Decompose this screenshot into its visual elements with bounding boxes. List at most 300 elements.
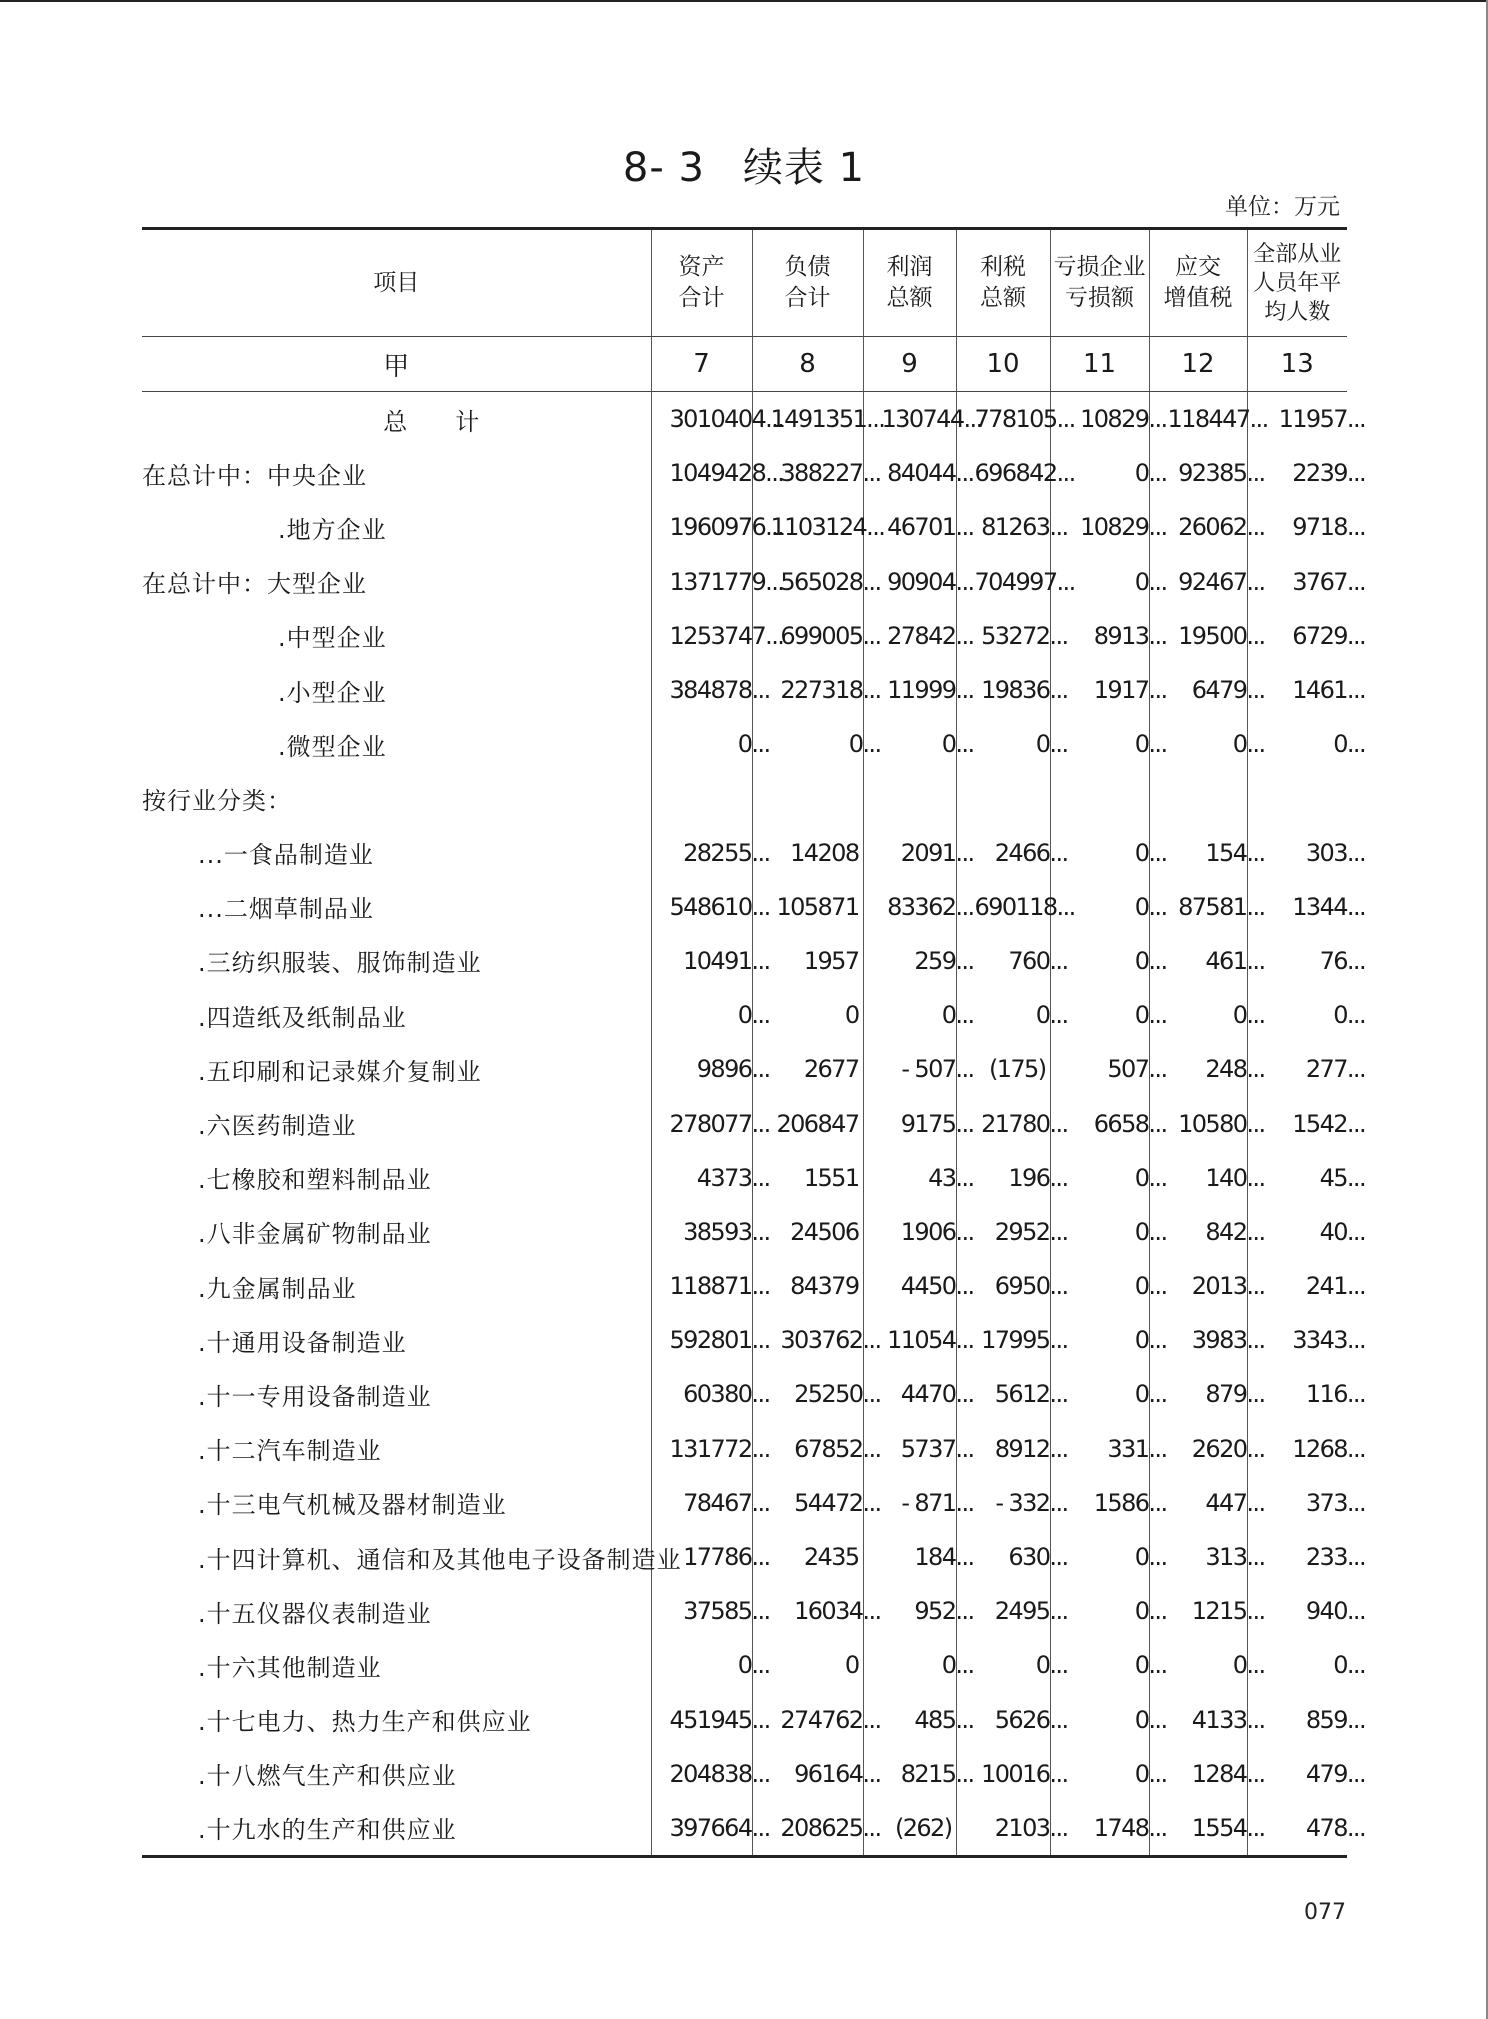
row-label-cell	[142, 1096, 651, 1150]
column-header-line: 均人数	[1264, 299, 1331, 325]
column-index: 8	[752, 337, 863, 392]
cell-value: 10491...	[683, 946, 770, 975]
value-cell	[863, 1693, 974, 1747]
value-cell	[863, 609, 974, 663]
cell-value: 17786...	[683, 1543, 770, 1572]
table-row	[142, 717, 1347, 771]
cell-value: 4133...	[1191, 1705, 1265, 1734]
row-label: .十六其他制造业	[198, 1653, 382, 1682]
table-title	[0, 136, 1488, 193]
cell-value: 0...	[941, 730, 974, 759]
cell-value: 1103124...	[770, 513, 885, 542]
cell-value: 704997...	[974, 567, 1075, 596]
row-label-cell	[142, 1367, 651, 1421]
row-label: .小型企业	[278, 678, 387, 707]
value-cell	[1050, 1259, 1167, 1313]
value-cell	[752, 1584, 881, 1638]
cell-value: 227318...	[780, 676, 881, 705]
table-row	[142, 1259, 1347, 1313]
value-cell	[651, 1638, 770, 1692]
cell-value: 9718...	[1292, 513, 1365, 542]
value-cell	[651, 1313, 770, 1367]
column-header-line: 亏损企业	[1053, 254, 1146, 280]
value-cell	[752, 1313, 881, 1367]
value-cell	[752, 609, 881, 663]
cell-value: 8913...	[1093, 621, 1167, 650]
cell-value: 6729...	[1292, 621, 1365, 650]
value-cell	[651, 1151, 770, 1205]
value-cell	[752, 771, 863, 825]
column-header	[956, 229, 1050, 337]
row-label: .地方企业	[278, 515, 387, 544]
cell-value: 0...	[1134, 459, 1167, 488]
cell-value: 0...	[1134, 1651, 1167, 1680]
cell-value: 5737...	[900, 1434, 974, 1463]
value-cell	[1247, 1476, 1365, 1530]
cell-value: 204838...	[669, 1759, 770, 1788]
value-cell	[1247, 500, 1365, 554]
column-header-line: 亏损额	[1065, 285, 1134, 311]
cell-value: 4450...	[900, 1272, 974, 1301]
value-cell	[651, 1096, 770, 1150]
cell-value: 0...	[1134, 838, 1167, 867]
cell-value: 478...	[1305, 1813, 1365, 1842]
value-cell	[1050, 1096, 1167, 1150]
cell-value: 6658...	[1093, 1109, 1167, 1138]
value-cell	[1050, 1313, 1167, 1367]
value-cell	[1149, 1205, 1265, 1259]
cell-value: 140...	[1205, 1163, 1265, 1192]
cell-value: 2239...	[1292, 459, 1365, 488]
value-cell	[956, 1530, 1068, 1584]
table-row	[142, 1476, 1347, 1530]
value-cell	[1149, 609, 1265, 663]
value-cell	[863, 392, 982, 447]
cell-value: 1542...	[1292, 1109, 1365, 1138]
table-row	[142, 555, 1347, 609]
row-label-cell	[142, 880, 651, 934]
value-cell	[752, 1367, 881, 1421]
value-cell	[863, 1259, 974, 1313]
cell-value: 2103...	[994, 1813, 1068, 1842]
value-cell	[863, 1638, 974, 1692]
cell-value: 690118...	[974, 892, 1075, 921]
cell-value: 0...	[1134, 1163, 1167, 1192]
value-cell	[1247, 1747, 1365, 1801]
value-cell	[1050, 609, 1167, 663]
cell-value: 1268...	[1292, 1434, 1365, 1463]
cell-value: 5626...	[994, 1705, 1068, 1734]
cell-value: 6479...	[1191, 676, 1265, 705]
value-cell	[1149, 500, 1265, 554]
value-cell	[956, 663, 1068, 717]
value-cell	[1149, 1042, 1265, 1096]
cell-value: 2435	[803, 1543, 859, 1572]
value-cell	[1149, 717, 1265, 771]
row-label-cell	[142, 555, 651, 609]
cell-value: 1344...	[1292, 892, 1365, 921]
table-row	[142, 1693, 1347, 1747]
row-label: .六医药制造业	[198, 1112, 357, 1141]
cell-value: 373...	[1305, 1488, 1365, 1517]
cell-value: 0...	[1134, 1326, 1167, 1355]
cell-value: 26062...	[1178, 513, 1265, 542]
value-cell	[1247, 934, 1365, 988]
value-cell	[1247, 1096, 1365, 1150]
cell-value: 208625...	[780, 1813, 881, 1842]
cell-value: 4373...	[696, 1163, 770, 1192]
value-cell	[1247, 1151, 1365, 1205]
table-row	[142, 1313, 1347, 1367]
table-row	[142, 1801, 1347, 1857]
value-cell	[956, 446, 1075, 500]
cell-value: 10016...	[981, 1759, 1068, 1788]
value-cell	[651, 392, 784, 447]
value-cell	[863, 880, 974, 934]
value-cell	[1149, 826, 1265, 880]
cell-value: 0...	[1134, 1001, 1167, 1030]
value-cell	[752, 717, 881, 771]
value-cell	[651, 1693, 770, 1747]
value-cell	[651, 988, 770, 1042]
value-cell	[1149, 392, 1268, 447]
cell-value: 11957...	[1278, 405, 1365, 434]
value-cell	[752, 1801, 881, 1857]
value-cell	[1050, 1747, 1167, 1801]
value-cell	[863, 446, 974, 500]
cell-value: 21780...	[981, 1109, 1068, 1138]
cell-value: 274762...	[780, 1705, 881, 1734]
column-header-line: 利税	[980, 254, 1026, 280]
value-cell	[1149, 1367, 1265, 1421]
cell-value: 0...	[1232, 730, 1265, 759]
cell-value: 2495...	[994, 1597, 1068, 1626]
table-row	[142, 446, 1347, 500]
row-label: .中型企业	[278, 624, 387, 653]
cell-value: 3767...	[1292, 567, 1365, 596]
value-cell	[1149, 880, 1265, 934]
value-cell	[863, 1151, 974, 1205]
value-cell	[752, 446, 881, 500]
value-cell	[956, 1096, 1068, 1150]
cell-value: 1049428...	[669, 459, 784, 488]
value-cell	[956, 392, 1075, 447]
cell-value: - 507...	[901, 1055, 974, 1084]
value-cell	[1149, 1096, 1265, 1150]
cell-value: 8912...	[994, 1434, 1068, 1463]
value-cell	[752, 1422, 881, 1476]
value-cell	[863, 1205, 974, 1259]
cell-value: 0...	[1134, 1597, 1167, 1626]
value-cell	[1050, 446, 1167, 500]
cell-value: 25250...	[794, 1380, 881, 1409]
statistics-table	[142, 227, 1365, 1858]
table-row	[142, 1530, 1347, 1584]
value-cell	[1050, 771, 1149, 825]
table-row	[142, 500, 1347, 554]
cell-value: 303762...	[780, 1326, 881, 1355]
column-header-line: 增值税	[1163, 285, 1233, 311]
value-cell	[1247, 1530, 1365, 1584]
row-label-cell	[142, 1042, 651, 1096]
row-label-cell	[142, 717, 651, 771]
table-body	[142, 392, 1365, 1857]
table-row	[142, 392, 1347, 447]
value-cell	[1247, 1584, 1365, 1638]
cell-value: 206847	[776, 1109, 859, 1138]
value-cell	[651, 826, 770, 880]
cell-value: 40...	[1319, 1217, 1365, 1246]
value-cell	[752, 1530, 863, 1584]
cell-value: 1284...	[1191, 1759, 1265, 1788]
cell-value: 397664...	[669, 1813, 770, 1842]
cell-value: 16034...	[794, 1597, 881, 1626]
cell-value: 0...	[737, 1001, 770, 1030]
value-cell	[1050, 1584, 1167, 1638]
cell-value: 4470...	[900, 1380, 974, 1409]
row-label-cell	[142, 663, 651, 717]
cell-value: 90904...	[887, 567, 974, 596]
value-cell	[1247, 663, 1365, 717]
value-cell	[752, 1042, 863, 1096]
cell-value: 0...	[1333, 730, 1365, 759]
value-cell	[863, 1476, 974, 1530]
column-index: 12	[1149, 337, 1247, 392]
cell-value: (175)	[988, 1055, 1046, 1084]
cell-value: 45...	[1319, 1163, 1365, 1192]
row-label-cell	[142, 771, 651, 825]
value-cell	[863, 1422, 974, 1476]
value-cell	[1247, 880, 1365, 934]
value-cell	[752, 1151, 863, 1205]
value-cell	[863, 1313, 974, 1367]
cell-value: 0	[844, 1651, 859, 1680]
cell-value: 92385...	[1178, 459, 1265, 488]
value-cell	[651, 500, 784, 554]
value-cell	[651, 1476, 770, 1530]
cell-value: 0...	[1134, 730, 1167, 759]
cell-value: 8215...	[900, 1759, 974, 1788]
value-cell	[1247, 1313, 1365, 1367]
value-cell	[752, 555, 881, 609]
cell-value: 11999...	[887, 676, 974, 705]
cell-value: 699005...	[780, 621, 881, 650]
table-row	[142, 1367, 1347, 1421]
row-label-cell	[142, 1313, 651, 1367]
cell-value: 0...	[737, 730, 770, 759]
value-cell	[863, 717, 974, 771]
cell-value: 24506	[790, 1217, 859, 1246]
value-cell	[863, 826, 974, 880]
index-label: 甲	[142, 337, 651, 392]
cell-value: 76...	[1319, 946, 1365, 975]
cell-value: 105871	[776, 892, 859, 921]
row-label: .十一专用设备制造业	[198, 1382, 432, 1411]
row-label-cell	[142, 1530, 682, 1584]
table-row	[142, 663, 1347, 717]
value-cell	[651, 1205, 770, 1259]
cell-value: 118447...	[1167, 405, 1268, 434]
column-header-line: 总额	[980, 285, 1026, 311]
cell-value: 118871...	[669, 1272, 770, 1301]
header-row	[142, 229, 1347, 337]
cell-value: 0...	[1134, 892, 1167, 921]
cell-value: 46701...	[887, 513, 974, 542]
row-label-cell	[142, 1422, 651, 1476]
row-label: .三纺织服装、服饰制造业	[198, 949, 482, 978]
row-label: 总 计	[383, 407, 480, 436]
row-label-cell	[142, 1151, 651, 1205]
value-cell	[1247, 1367, 1365, 1421]
row-label-cell	[142, 988, 651, 1042]
value-cell	[752, 880, 863, 934]
cell-value: 130744...	[881, 405, 982, 434]
table-title-text: 续表 1	[742, 145, 866, 191]
value-cell	[651, 1042, 770, 1096]
column-header-line: 人员年平	[1253, 270, 1342, 296]
value-cell	[752, 988, 863, 1042]
cell-value: 1917...	[1093, 676, 1167, 705]
value-cell	[1247, 446, 1365, 500]
table-row	[142, 1422, 1347, 1476]
value-cell	[752, 500, 885, 554]
value-cell	[752, 1096, 863, 1150]
cell-value: 19836...	[981, 676, 1068, 705]
cell-value: 278077...	[669, 1109, 770, 1138]
value-cell	[1050, 934, 1167, 988]
cell-value: 0...	[1134, 567, 1167, 596]
cell-value: 1748...	[1093, 1813, 1167, 1842]
cell-value: 940...	[1305, 1597, 1365, 1626]
cell-value: 0...	[1333, 1001, 1365, 1030]
table-row	[142, 1584, 1347, 1638]
value-cell	[956, 1422, 1068, 1476]
cell-value: 53272...	[981, 621, 1068, 650]
cell-value: 37585...	[683, 1597, 770, 1626]
cell-value: 0...	[737, 1651, 770, 1680]
row-label: .十七电力、热力生产和供应业	[198, 1708, 532, 1737]
cell-value: 0...	[1035, 730, 1068, 759]
value-cell	[1050, 663, 1167, 717]
value-cell	[1050, 1367, 1167, 1421]
row-label-cell	[142, 609, 651, 663]
value-cell	[956, 826, 1068, 880]
cell-value: 384878...	[669, 676, 770, 705]
value-cell	[863, 1042, 974, 1096]
cell-value: 313...	[1205, 1543, 1265, 1572]
row-label: ...一食品制造业	[198, 841, 374, 870]
value-cell	[863, 500, 974, 554]
column-header	[863, 229, 956, 337]
row-label: .十二汽车制造业	[198, 1437, 382, 1466]
value-cell	[651, 880, 770, 934]
value-cell	[863, 934, 974, 988]
cell-value: 0...	[1134, 1543, 1167, 1572]
cell-value: 1554...	[1191, 1813, 1265, 1842]
value-cell	[1247, 392, 1365, 447]
value-cell	[1149, 771, 1247, 825]
cell-value: 2466...	[994, 838, 1068, 867]
value-cell	[651, 1584, 770, 1638]
value-cell	[1247, 1801, 1365, 1857]
row-label: .九金属制品业	[198, 1274, 357, 1303]
value-cell	[752, 934, 863, 988]
cell-value: 461...	[1205, 946, 1265, 975]
value-cell	[956, 1638, 1068, 1692]
cell-value: 3343...	[1292, 1326, 1365, 1355]
cell-value: 43...	[928, 1163, 974, 1192]
column-header	[1247, 229, 1347, 337]
value-cell	[651, 1747, 770, 1801]
cell-value: 54472...	[794, 1488, 881, 1517]
cell-value: 60380...	[683, 1380, 770, 1409]
cell-value: 507...	[1107, 1055, 1167, 1084]
table-row	[142, 988, 1347, 1042]
cell-value: 131772...	[669, 1434, 770, 1463]
cell-value: 0...	[1232, 1001, 1265, 1030]
value-cell	[863, 1584, 974, 1638]
value-cell	[863, 1367, 974, 1421]
row-label-cell	[142, 392, 651, 447]
value-cell	[1149, 446, 1265, 500]
value-cell	[752, 1638, 863, 1692]
table-row	[142, 1747, 1347, 1801]
cell-value: 1461...	[1292, 676, 1365, 705]
row-label-cell	[142, 1801, 651, 1857]
cell-value: 879...	[1205, 1380, 1265, 1409]
column-index: 9	[863, 337, 956, 392]
value-cell	[863, 771, 956, 825]
column-header	[1149, 229, 1247, 337]
value-cell	[651, 663, 770, 717]
value-cell	[1050, 1151, 1167, 1205]
value-cell	[752, 1693, 881, 1747]
value-cell	[1050, 988, 1167, 1042]
table-row	[142, 1205, 1347, 1259]
value-cell	[651, 1801, 770, 1857]
cell-value: 0...	[1134, 1217, 1167, 1246]
column-header-line: 总额	[886, 285, 933, 311]
cell-value: 630...	[1008, 1543, 1068, 1572]
cell-value: 81263...	[981, 513, 1068, 542]
cell-value: 2677	[803, 1055, 859, 1084]
row-label-cell	[142, 500, 651, 554]
value-cell	[752, 1476, 881, 1530]
column-header-line: 全部从业	[1253, 241, 1342, 267]
row-label: .七橡胶和塑料制品业	[198, 1166, 432, 1195]
value-cell	[1149, 1259, 1265, 1313]
column-index: 13	[1247, 337, 1347, 392]
value-cell	[956, 1205, 1068, 1259]
header-item: 项目	[142, 229, 651, 337]
value-cell	[752, 663, 881, 717]
value-cell	[956, 1313, 1068, 1367]
value-cell	[1050, 555, 1167, 609]
cell-value: 0...	[1035, 1651, 1068, 1680]
cell-value: 14208	[790, 838, 859, 867]
cell-value: 1491351...	[770, 405, 885, 434]
row-label: ...二烟草制品业	[198, 895, 374, 924]
value-cell	[956, 1476, 1068, 1530]
row-label: .十四计算机、通信和及其他电子设备制造业	[198, 1545, 682, 1574]
row-label-cell	[142, 1584, 651, 1638]
value-cell	[956, 988, 1068, 1042]
cell-value: 447...	[1205, 1488, 1265, 1517]
value-cell	[863, 1096, 974, 1150]
value-cell	[752, 1747, 881, 1801]
cell-value: 1253747...	[669, 621, 784, 650]
value-cell	[1247, 771, 1347, 825]
